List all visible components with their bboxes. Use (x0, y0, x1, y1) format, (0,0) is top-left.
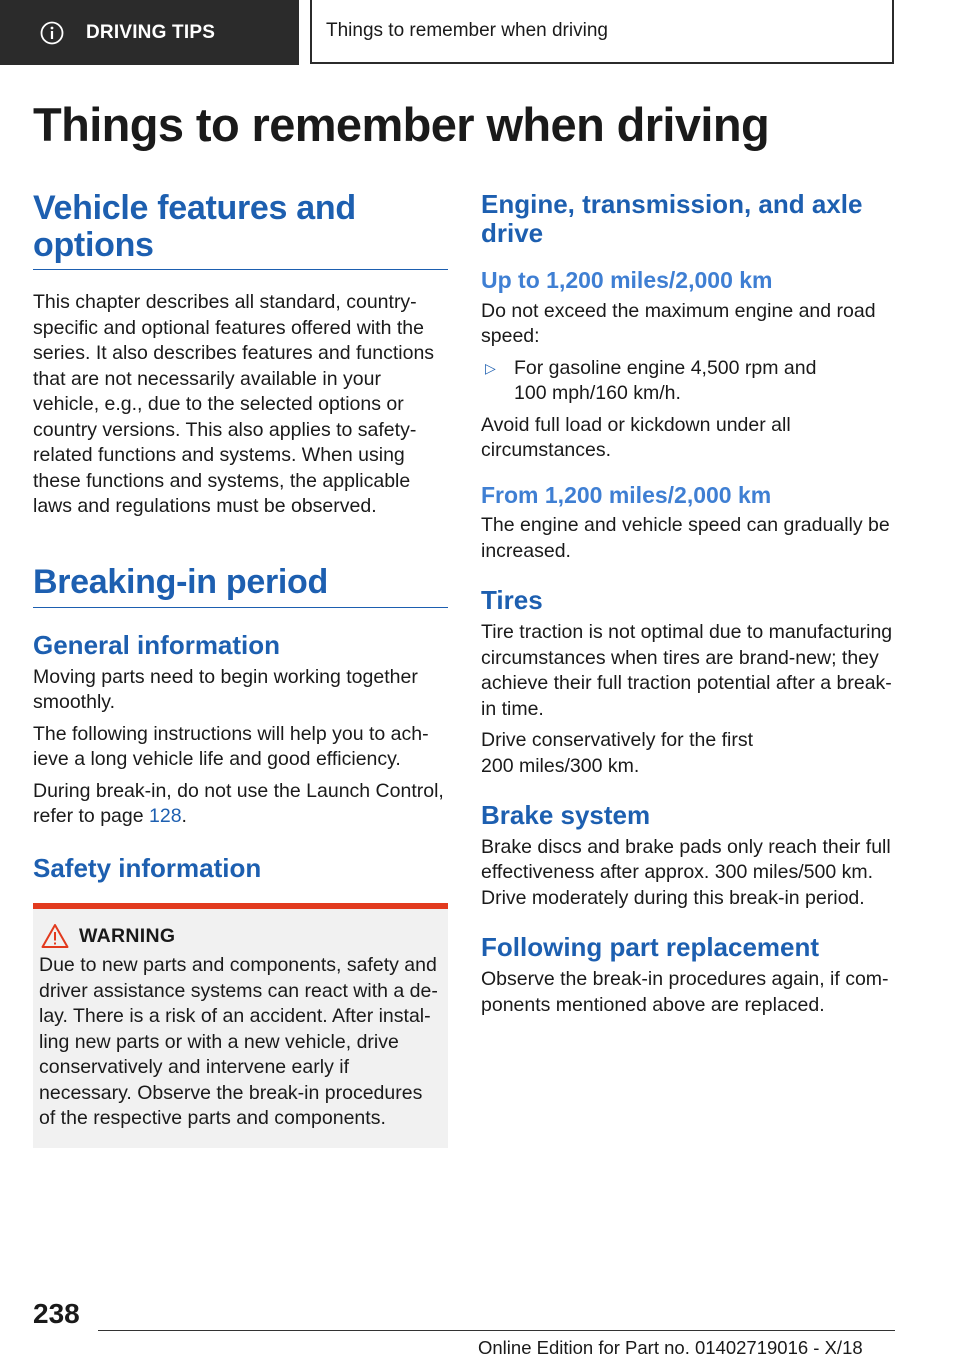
part-replacement-heading: Following part replacement (481, 932, 820, 963)
vehicle-features-heading-block (33, 190, 448, 270)
info-icon (40, 21, 64, 45)
safety-information-heading: Safety information (33, 852, 262, 883)
brake-system-heading: Brake system (481, 800, 651, 831)
vehicle-features-heading: Vehicle features and options (33, 189, 356, 264)
header-title: Things to remember when driving (326, 20, 608, 41)
bullet-text (514, 356, 816, 407)
general-information-heading: General information (33, 629, 281, 660)
header-title-box (310, 0, 894, 64)
edition-text: Online Edition for Part no. 01402719016 - X/18 (478, 1337, 863, 1358)
warning-text: Due to new parts and components, safety and driver assistance systems can react with a delay. There is a risk of an accident. After installing new parts or with a new vehicle, drive conservatively and intervene early if necessary. Observe the break-in procedures of the respective parts and components. (39, 954, 438, 1130)
page-title: Things to remember when driving (33, 98, 770, 151)
left-column (33, 190, 448, 1148)
tires-line-2: 200 miles/300 km. (481, 754, 640, 777)
warning-header (39, 923, 442, 949)
launch-control-text: During break-in, do not use the Launch Control, refer to page (33, 779, 444, 828)
breaking-in-heading-block (33, 564, 448, 608)
warning-label: WARNING (79, 924, 176, 947)
page-number: 238 (33, 1298, 80, 1329)
engine-heading: Engine, transmission, and axle drive (481, 189, 863, 248)
brake-system-para: Brake discs and brake pads only reach their full effectiveness after approx. 300 miles/500 km. Drive moderately during this break-in period. (481, 835, 891, 909)
section-tab (0, 0, 299, 65)
warning-triangle-icon (41, 923, 69, 949)
vehicle-features-text: This chapter describes all standard, country-specific and optional features offered with the series. It also describes features and functions that are not necessarily available in your vehicle, e.g., due to the selected options or country versions. This also applies to safety-related functions and systems. When using these functions and systems, the applicable laws and regulations must be observed. (33, 291, 435, 518)
warning-box (33, 903, 448, 1148)
bullet-item (481, 356, 896, 407)
tires-para-1: Tire traction is not optimal due to manufacturing circumstances when tires are brand-new; they achieve their full traction potential after a break-in time. (481, 621, 893, 720)
breaking-in-heading: Breaking-in period (33, 562, 328, 601)
from-para: The engine and vehicle speed can gradually be increased. (481, 514, 890, 562)
up-to-para-1: Do not exceed the maximum engine and road speed: (481, 299, 876, 348)
footer-divider (98, 1330, 895, 1331)
general-information-para-2: The following instructions will help you to achieve a long vehicle life and good efficiency. (33, 722, 429, 771)
bullet-line-1: For gasoline engine 4,500 rpm and (514, 356, 817, 379)
page-128-link[interactable]: 128 (149, 805, 182, 828)
bullet-triangle-icon: ▷ (485, 359, 496, 376)
up-to-para-2: Avoid full load or kickdown under all circumstances. (481, 413, 791, 462)
bullet-line-2: 100 mph/160 km/h. (514, 382, 681, 405)
tires-heading: Tires (481, 585, 543, 616)
tires-line-1: Drive conservatively for the first (481, 729, 754, 752)
sentence-period: . (181, 805, 187, 828)
from-heading: From 1,200 miles/2,000 km (481, 481, 772, 508)
section-label: DRIVING TIPS (86, 21, 216, 43)
tires-para-2 (481, 728, 896, 779)
part-replacement-para: Observe the break-in procedures again, if components mentioned above are replaced. (481, 968, 889, 1016)
up-to-heading: Up to 1,200 miles/2,000 km (481, 267, 773, 293)
general-information-para-1: Moving parts need to begin working together smoothly. (33, 665, 418, 714)
right-column (481, 190, 896, 1018)
general-information-para-3 (33, 779, 448, 830)
